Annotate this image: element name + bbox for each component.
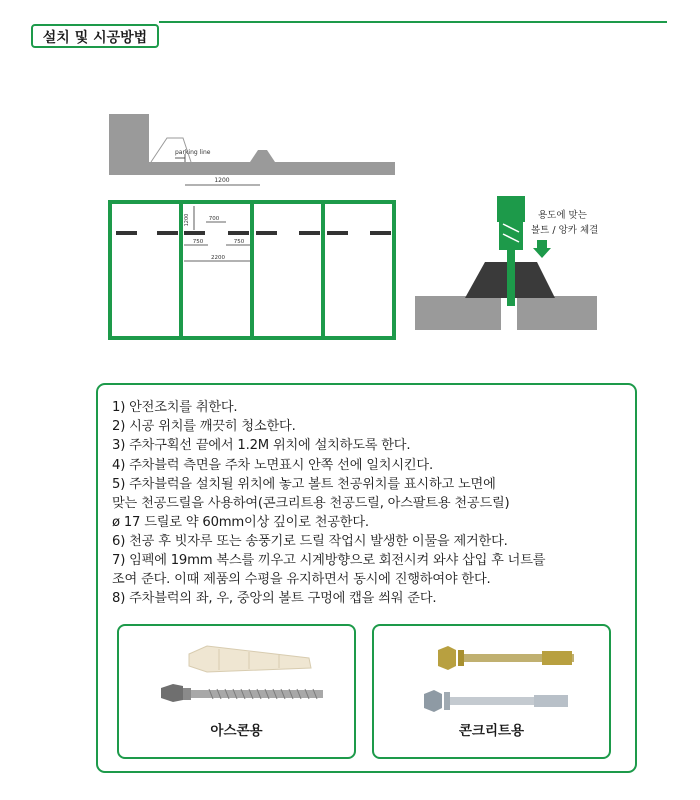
product-label: 아스콘용: [210, 723, 263, 739]
parking-block: [184, 231, 205, 235]
step-item: 맞는 천공드릴을 사용하여(콘크리트용 천공드릴, 아스팔트용 천공드릴): [112, 496, 510, 511]
anchor-bolt: [507, 250, 515, 306]
section-title: 설치 및 시공방법: [31, 24, 159, 48]
concrete-anchor-image: [394, 636, 594, 720]
bolt-head: [497, 196, 525, 222]
dim-1200-label: 1200: [214, 177, 230, 184]
step-item: 6) 천공 후 빗자루 또는 송풍기로 드릴 작업시 발생한 이물을 제거한다.: [112, 534, 508, 549]
parking-block: [299, 231, 320, 235]
step-item: ø 17 드릴로 약 60mm이상 깊이로 천공한다.: [112, 515, 369, 530]
dim-1200v-label: 1200: [184, 213, 190, 227]
step-item: 4) 주차블럭 측면을 주차 노면표시 안쪽 선에 일치시킨다.: [112, 458, 433, 473]
dim-2200-label: 2200: [211, 255, 225, 261]
step-item: 7) 임펙에 19mm 복스를 끼우고 시계방향으로 회전시켜 와샤 삽입 후 너트를: [112, 553, 546, 568]
plan-view-diagram: [108, 200, 400, 342]
anchor-caption-line1: 용도에 맞는: [538, 210, 587, 221]
step-item: 5) 주차블럭을 설치될 위치에 놓고 볼트 천공위치를 표시하고 노면에: [112, 477, 496, 492]
parking-block: [157, 231, 178, 235]
step-item: 2) 시공 위치를 깨끗히 청소한다.: [112, 419, 296, 434]
parking-block: [228, 231, 249, 235]
hex-nut: [438, 646, 456, 670]
step-item: 1) 안전조치를 취한다.: [112, 400, 238, 415]
parking-line-label: parking line: [175, 149, 211, 156]
asphalt-anchor-image: [149, 636, 329, 716]
parking-block: [256, 231, 277, 235]
parking-block: [370, 231, 391, 235]
dim-700-label: 700: [208, 216, 220, 222]
parking-block: [116, 231, 137, 235]
anchor-section-diagram: [413, 190, 603, 338]
anchor-caption-line2: 볼트 / 앙카 체결: [531, 225, 599, 236]
plastic-plug: [189, 646, 311, 672]
curb-profile: [109, 114, 395, 175]
step-item: 8) 주차블럭의 좌, 우, 중앙의 볼트 구멍에 캡을 씌워 준다.: [112, 591, 437, 606]
side-profile-diagram: [105, 108, 405, 188]
dim-750-right-label: 750: [233, 239, 245, 245]
parking-stall-3: [252, 202, 323, 338]
step-item: 조여 준다. 이때 제품의 수평을 유지하면서 동시에 진행하여야 한다.: [112, 572, 491, 587]
parking-block: [327, 231, 348, 235]
bolt-washer: [499, 222, 523, 250]
arrow-down-icon: [533, 240, 551, 258]
product-card-concrete: [372, 624, 611, 759]
ground-right: [517, 296, 597, 330]
block-left-half: [465, 262, 507, 298]
bolt-hex-head: [161, 684, 183, 702]
block-profile: [250, 150, 275, 162]
dim-750-left-label: 750: [192, 239, 204, 245]
block-right-half: [515, 262, 555, 298]
ground-left: [415, 296, 501, 330]
hex-nut: [424, 690, 442, 712]
header-rule: [159, 21, 667, 23]
product-label: 콘크리트용: [458, 723, 525, 739]
step-item: 3) 주차구획선 끝에서 1.2M 위치에 설치하도록 한다.: [112, 438, 411, 453]
parking-stall-1: [110, 202, 181, 338]
product-card-asphalt: [117, 624, 356, 759]
parking-stall-4: [323, 202, 394, 338]
